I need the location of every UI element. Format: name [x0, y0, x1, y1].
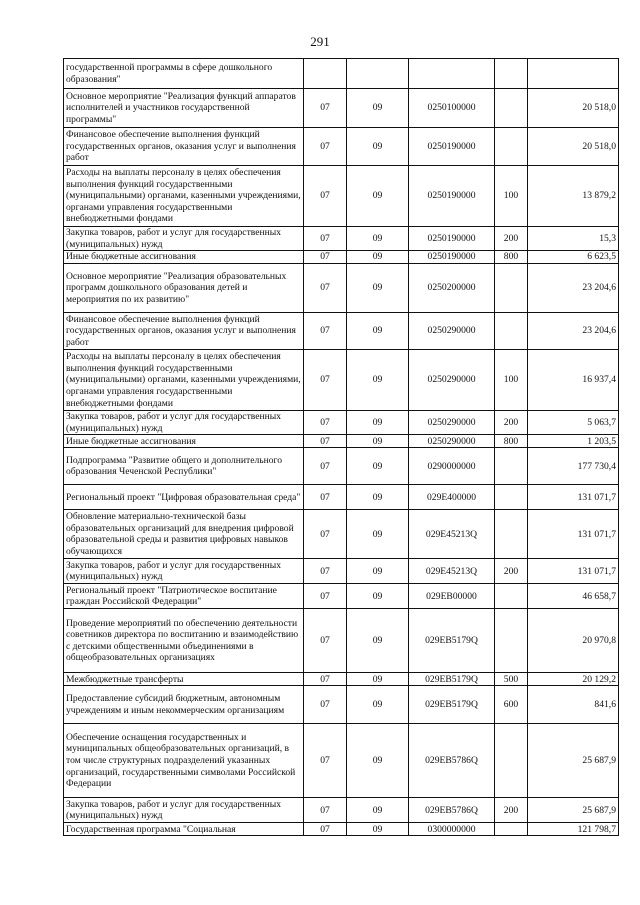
row-name: Расходы на выплаты персоналу в целях обеспечения выполнения функций государственными (муниципальными) органами, казенными учреждениями, органами управления государственными внебюджетными фондами	[64, 350, 304, 411]
table-row	[64, 609, 619, 673]
row-csr: 0290000000	[409, 448, 495, 485]
table-row	[64, 485, 619, 510]
row-pr: 09	[347, 350, 409, 411]
table-row	[64, 448, 619, 485]
row-name: Государственная программа "Социальная	[64, 823, 304, 836]
row-sum: 177 730,4	[528, 448, 619, 485]
row-name: Проведение мероприятий по обеспечению деятельности советников директора по воспитанию и взаимодействию с детскими общественными объединениями в общеобразовательных организациях	[64, 609, 304, 673]
row-sum: 841,6	[528, 686, 619, 724]
table-row	[64, 823, 619, 836]
row-vr: 600	[495, 686, 528, 724]
row-vr	[495, 89, 528, 128]
row-csr: 029EB5179Q	[409, 609, 495, 673]
row-sum: 6 623,5	[528, 251, 619, 264]
row-rz: 07	[304, 350, 347, 411]
row-name: Межбюджетные трансферты	[64, 673, 304, 686]
row-vr	[495, 823, 528, 836]
row-pr: 09	[347, 128, 409, 166]
row-pr: 09	[347, 686, 409, 724]
row-rz: 07	[304, 166, 347, 227]
row-sum: 20 518,0	[528, 89, 619, 128]
row-pr: 09	[347, 485, 409, 510]
table-row	[64, 798, 619, 823]
row-sum	[528, 59, 619, 89]
row-vr	[495, 448, 528, 485]
row-rz: 07	[304, 798, 347, 823]
row-csr	[409, 59, 495, 89]
row-csr: 029EB00000	[409, 584, 495, 609]
row-name: Закупка товаров, работ и услуг для государственных (муниципальных) нужд	[64, 227, 304, 251]
row-sum: 13 879,2	[528, 166, 619, 227]
row-pr: 09	[347, 313, 409, 350]
row-vr: 500	[495, 673, 528, 686]
row-rz: 07	[304, 686, 347, 724]
row-rz: 07	[304, 724, 347, 798]
row-csr: 0250100000	[409, 89, 495, 128]
row-vr: 800	[495, 251, 528, 264]
row-name: Расходы на выплаты персоналу в целях обеспечения выполнения функций государственными (муниципальными) органами, казенными учреждениями, органами управления государственными внебюджетными фондами	[64, 166, 304, 227]
row-pr: 09	[347, 673, 409, 686]
row-name: Основное мероприятие "Реализация функций аппаратов исполнителей и участников государственной программы"	[64, 89, 304, 128]
row-pr: 09	[347, 89, 409, 128]
row-vr	[495, 128, 528, 166]
row-name: Финансовое обеспечение выполнения функций государственных органов, оказания услуг и выполнения работ	[64, 313, 304, 350]
page-number: 291	[310, 34, 330, 49]
row-name: Региональный проект "Цифровая образовательная среда"	[64, 485, 304, 510]
row-sum: 1 203,5	[528, 435, 619, 448]
row-vr: 200	[495, 227, 528, 251]
row-name: государственной программы в сфере дошкольного образования"	[64, 59, 304, 89]
table-row	[64, 227, 619, 251]
row-rz: 07	[304, 251, 347, 264]
row-vr: 100	[495, 166, 528, 227]
row-csr: 0300000000	[409, 823, 495, 836]
row-vr: 200	[495, 798, 528, 823]
budget-table	[63, 58, 619, 836]
row-sum: 20 129,2	[528, 673, 619, 686]
table-row	[64, 59, 619, 89]
table-row	[64, 559, 619, 584]
row-pr	[347, 59, 409, 89]
row-csr: 029EB5786Q	[409, 798, 495, 823]
row-csr: 0250200000	[409, 264, 495, 313]
row-vr	[495, 59, 528, 89]
table-row	[64, 686, 619, 724]
row-csr: 0250290000	[409, 350, 495, 411]
row-name: Закупка товаров, работ и услуг для государственных (муниципальных) нужд	[64, 798, 304, 823]
row-name: Региональный проект "Патриотическое воспитание граждан Российской Федерации"	[64, 584, 304, 609]
table-row	[64, 251, 619, 264]
row-sum: 23 204,6	[528, 264, 619, 313]
row-pr: 09	[347, 435, 409, 448]
row-name: Закупка товаров, работ и услуг для государственных (муниципальных) нужд	[64, 411, 304, 435]
row-pr: 09	[347, 724, 409, 798]
row-rz: 07	[304, 89, 347, 128]
row-vr	[495, 724, 528, 798]
row-rz: 07	[304, 435, 347, 448]
row-rz	[304, 59, 347, 89]
row-csr: 0250190000	[409, 166, 495, 227]
row-vr: 800	[495, 435, 528, 448]
row-csr: 029EB5786Q	[409, 724, 495, 798]
row-vr	[495, 510, 528, 559]
row-rz: 07	[304, 584, 347, 609]
row-rz: 07	[304, 128, 347, 166]
row-sum: 5 063,7	[528, 411, 619, 435]
row-name: Основное мероприятие "Реализация образовательных программ дошкольного образования детей и мероприятия по их развитию"	[64, 264, 304, 313]
row-rz: 07	[304, 485, 347, 510]
row-pr: 09	[347, 448, 409, 485]
row-csr: 029E400000	[409, 485, 495, 510]
table-row	[64, 264, 619, 313]
row-pr: 09	[347, 559, 409, 584]
row-vr	[495, 264, 528, 313]
row-csr: 0250290000	[409, 411, 495, 435]
row-sum: 121 798,7	[528, 823, 619, 836]
row-sum: 46 658,7	[528, 584, 619, 609]
row-sum: 131 071,7	[528, 510, 619, 559]
row-sum: 16 937,4	[528, 350, 619, 411]
table-row	[64, 166, 619, 227]
table-row	[64, 510, 619, 559]
row-pr: 09	[347, 609, 409, 673]
row-pr: 09	[347, 510, 409, 559]
row-pr: 09	[347, 584, 409, 609]
row-rz: 07	[304, 823, 347, 836]
row-vr	[495, 609, 528, 673]
table-row	[64, 584, 619, 609]
row-name: Иные бюджетные ассигнования	[64, 251, 304, 264]
row-rz: 07	[304, 264, 347, 313]
table-row	[64, 411, 619, 435]
row-pr: 09	[347, 264, 409, 313]
row-name: Обеспечение оснащения государственных и муниципальных общеобразовательных организаций, в том числе структурных подразделений указанных организаций, государственными символами Российской Федерации	[64, 724, 304, 798]
row-csr: 029E45213Q	[409, 510, 495, 559]
row-rz: 07	[304, 559, 347, 584]
row-vr: 200	[495, 559, 528, 584]
table-row	[64, 435, 619, 448]
table-row	[64, 89, 619, 128]
row-rz: 07	[304, 673, 347, 686]
row-sum: 20 970,8	[528, 609, 619, 673]
row-vr	[495, 313, 528, 350]
row-name: Предоставление субсидий бюджетным, автономным учреждениям и иным некоммерческим организациям	[64, 686, 304, 724]
table-row	[64, 724, 619, 798]
row-name: Подпрограмма "Развитие общего и дополнительного образования Чеченской Республики"	[64, 448, 304, 485]
row-sum: 15,3	[528, 227, 619, 251]
row-csr: 029EB5179Q	[409, 686, 495, 724]
table-row	[64, 673, 619, 686]
row-pr: 09	[347, 798, 409, 823]
row-rz: 07	[304, 227, 347, 251]
row-rz: 07	[304, 609, 347, 673]
row-csr: 0250190000	[409, 251, 495, 264]
table-row	[64, 128, 619, 166]
row-pr: 09	[347, 227, 409, 251]
row-sum: 23 204,6	[528, 313, 619, 350]
row-pr: 09	[347, 411, 409, 435]
row-vr: 200	[495, 411, 528, 435]
row-csr: 0250190000	[409, 227, 495, 251]
row-name: Финансовое обеспечение выполнения функций государственных органов, оказания услуг и выполнения работ	[64, 128, 304, 166]
table-row	[64, 313, 619, 350]
row-rz: 07	[304, 313, 347, 350]
row-sum: 25 687,9	[528, 798, 619, 823]
row-name: Закупка товаров, работ и услуг для государственных (муниципальных) нужд	[64, 559, 304, 584]
row-pr: 09	[347, 251, 409, 264]
row-csr: 0250290000	[409, 313, 495, 350]
row-sum: 20 518,0	[528, 128, 619, 166]
row-rz: 07	[304, 510, 347, 559]
row-rz: 07	[304, 448, 347, 485]
row-sum: 131 071,7	[528, 559, 619, 584]
row-name: Обновление материально-технической базы образовательных организаций для внедрения цифровой образовательной среды и развития цифровых навыков обучающихся	[64, 510, 304, 559]
row-pr: 09	[347, 823, 409, 836]
row-csr: 0250290000	[409, 435, 495, 448]
row-vr	[495, 485, 528, 510]
row-name: Иные бюджетные ассигнования	[64, 435, 304, 448]
row-sum: 131 071,7	[528, 485, 619, 510]
table-row	[64, 350, 619, 411]
row-vr: 100	[495, 350, 528, 411]
row-vr	[495, 584, 528, 609]
row-csr: 0250190000	[409, 128, 495, 166]
row-sum: 25 687,9	[528, 724, 619, 798]
row-rz: 07	[304, 411, 347, 435]
row-pr: 09	[347, 166, 409, 227]
row-csr: 029EB5179Q	[409, 673, 495, 686]
row-csr: 029E45213Q	[409, 559, 495, 584]
